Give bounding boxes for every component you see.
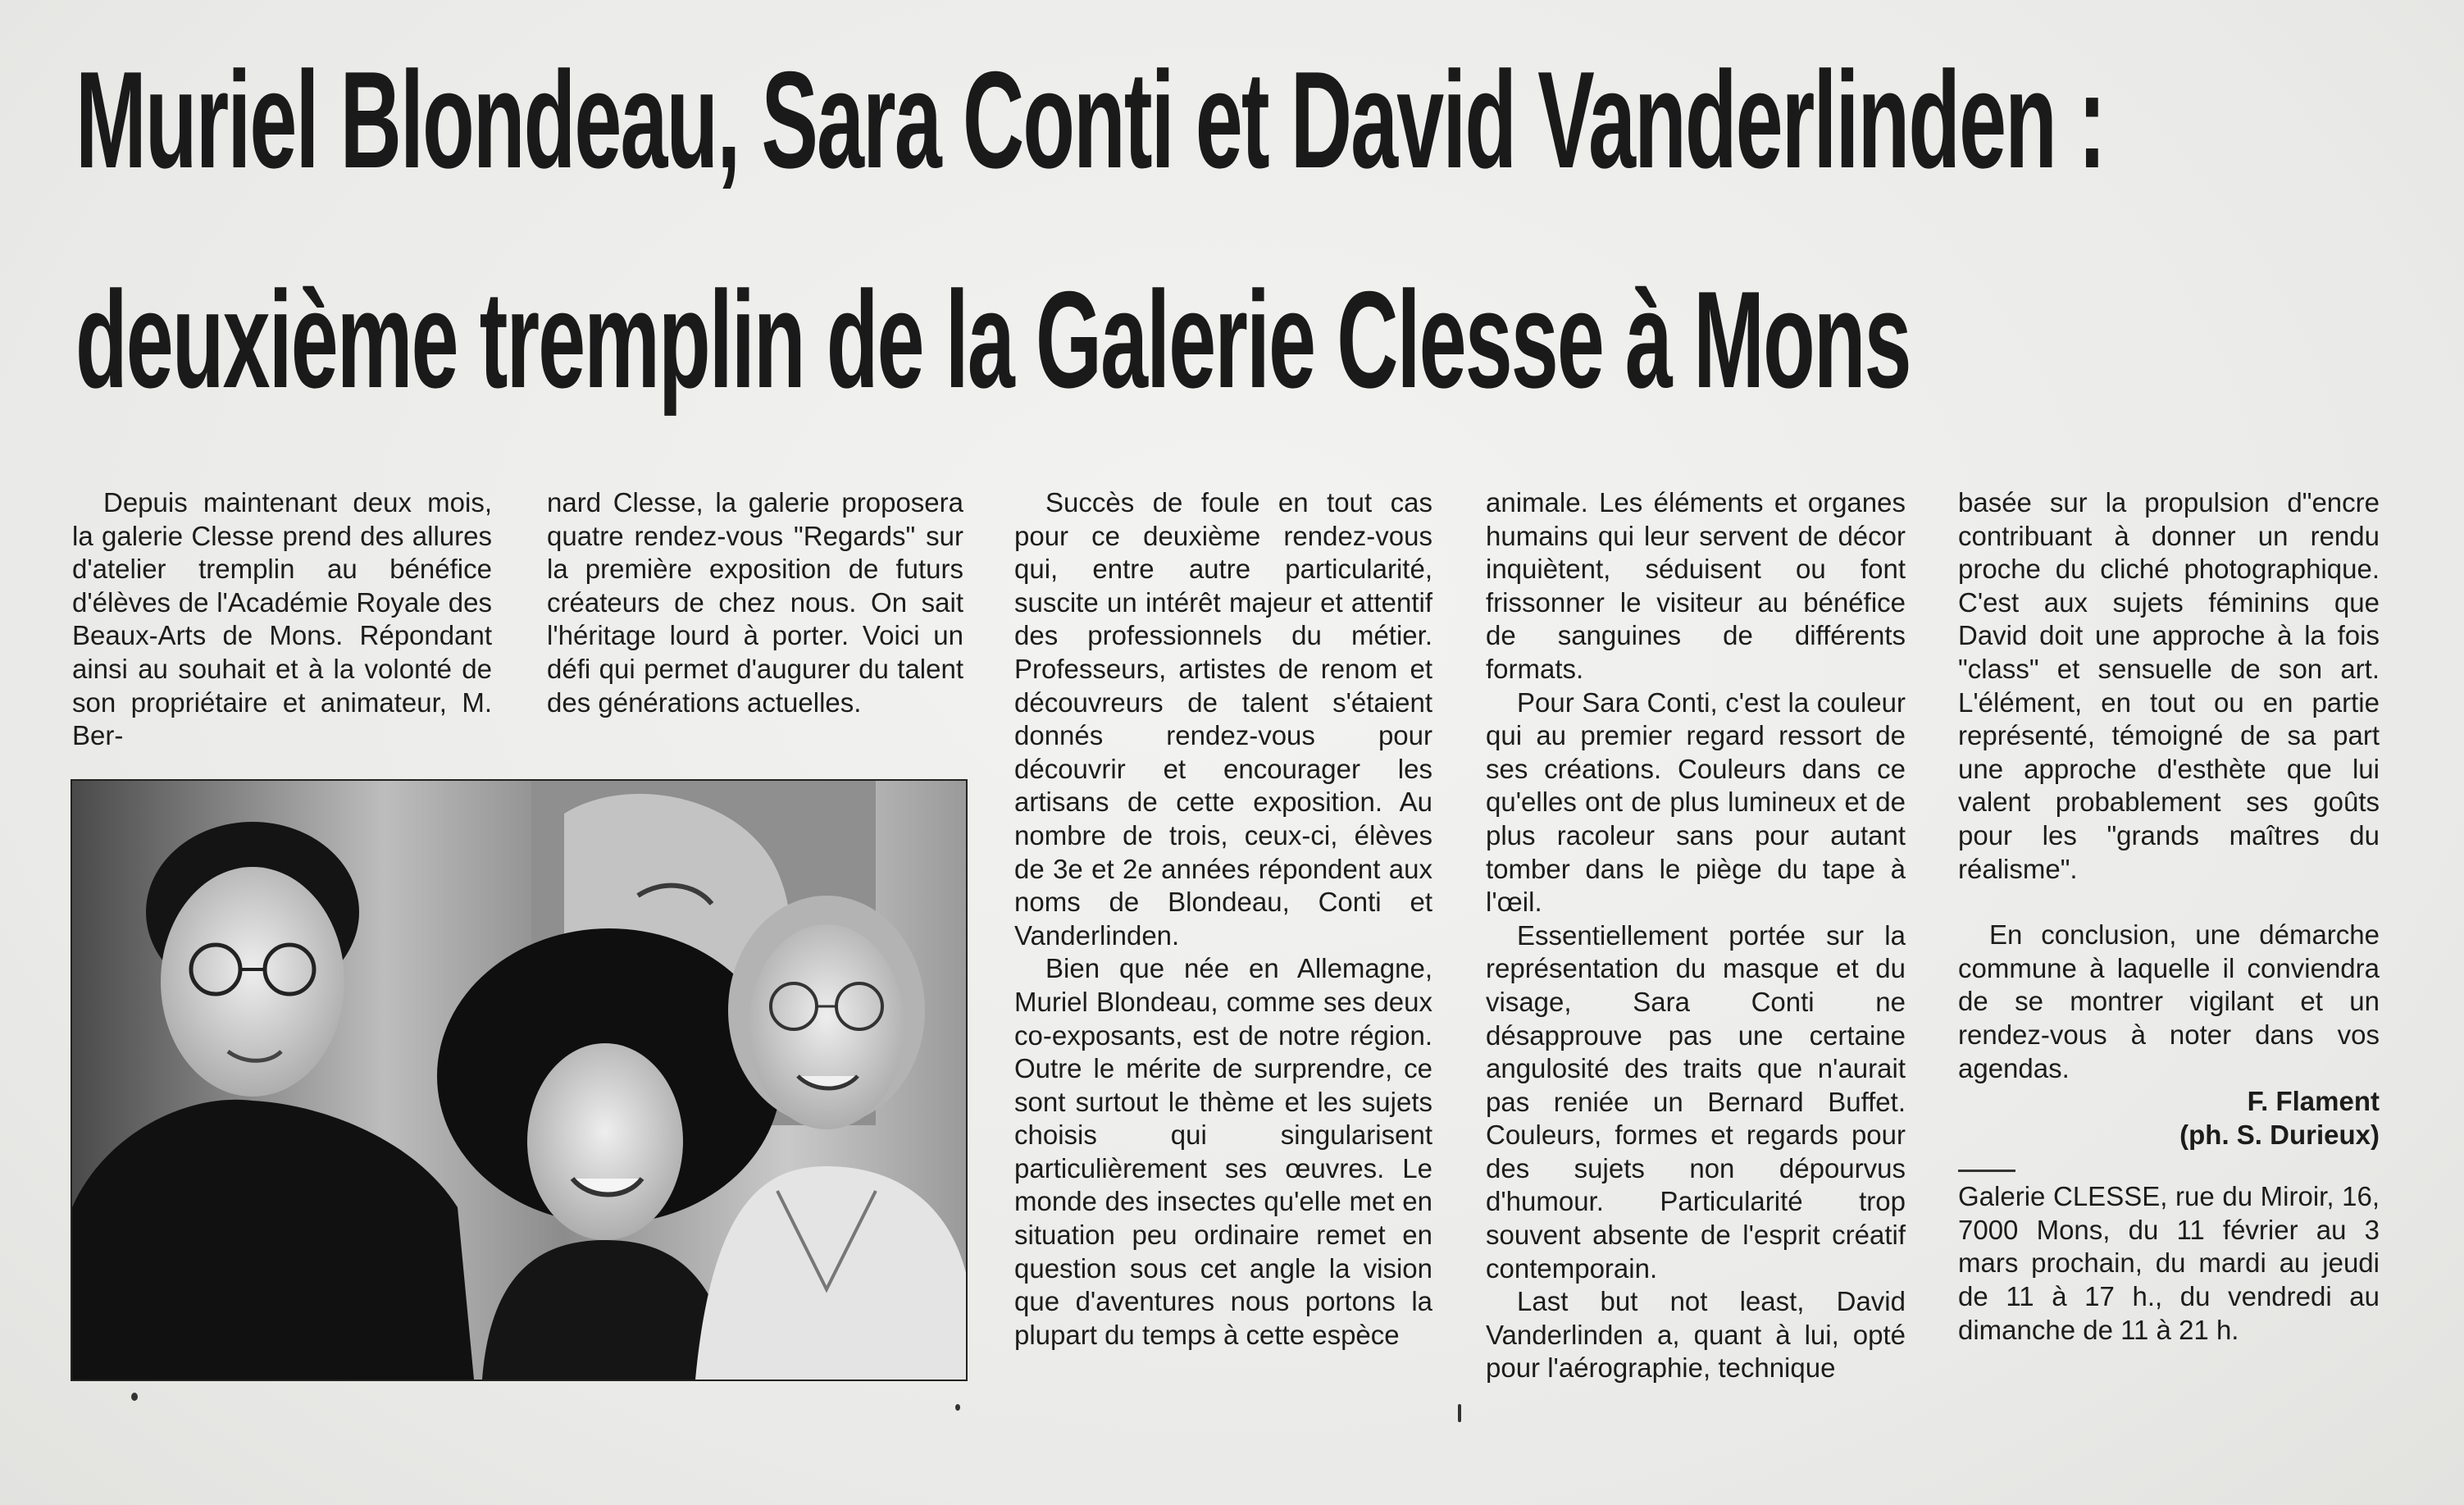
paragraph: Succès de foule en tout cas pour ce deuxième rendez-vous qui, entre autre particularité, suscite un intérêt majeur et attentif des professionnels du métier. Professeurs, artistes de renom et découvreurs de talent s'étaient donnés rendez-vous pour découvrir et encourager les artisans de cette exposition. Au nombre de trois, ceux-ci, élèves de 3e et 2e années répondent aux noms de Blondeau, Conti et Vanderlinden. [1014, 487, 1432, 951]
paragraph: En conclusion, une démarche commune à laquelle il conviendra de se montrer vigilant et un rendez-vous à noter dans vos agendas. [1958, 919, 2380, 1083]
paragraph: nard Clesse, la galerie proposera quatre rendez-vous "Regards" sur la première exposition de futurs créateurs de chez nous. On sait l'héritage lourd à porter. Voici un défi qui permet d'augurer du talent des générations actuelles. [547, 487, 963, 718]
paragraph: Depuis maintenant deux mois, la galerie Clesse prend des allures d'atelier tremplin au bénéfice d'élèves de l'Académie Royale des Beaux-Arts de Mons. Répondant ainsi au souhait et à la volonté de son propriétaire et animateur, M. Ber- [72, 487, 492, 751]
article-column-1 [72, 486, 492, 753]
print-speck [1458, 1404, 1461, 1422]
paragraph: animale. Les éléments et organes humains qui leur servent de décor inquiètent, séduisent ou font frissonner le visiteur au bénéfice de sanguines de différents formats. [1486, 487, 1906, 684]
paragraph: Essentiellement portée sur la représentation du masque et du visage, Sara Conti ne désapprouve pas une certaine angulosité des traits que n'aurait pas reniée un Bernard Buffet. Couleurs, formes et regards pour des sujets non dépourvus d'humour. Particularité trop souvent absente de l'esprit créatif contemporain. [1486, 919, 1906, 1284]
author-byline: F. Flament [2247, 1086, 2380, 1117]
headline-line-1: Muriel Blondeau, Sara Conti et David Vanderlinden : [75, 43, 2105, 197]
paragraph: Pour Sara Conti, c'est la couleur qui au premier regard ressort de ses créations. Couleurs dans ce qu'elles ont de plus lumineux et de plus racoleur sans pour autant tomber dans le piège du tape à l'œil. [1486, 686, 1906, 918]
divider [1958, 1170, 2015, 1172]
print-speck [131, 1393, 138, 1401]
paragraph: Last but not least, David Vanderlinden a, quant à lui, opté pour l'aérographie, technique [1486, 1286, 1906, 1384]
article-column-2 [547, 486, 963, 719]
article-photo [71, 779, 968, 1381]
photo-credit: (ph. S. Durieux) [2179, 1119, 2380, 1150]
article-column-4 [1486, 486, 1906, 1385]
paragraph: Bien que née en Allemagne, Muriel Blondeau, comme ses deux co-exposants, est de notre région. Outre le mérite de surprendre, ce sont surtout le thème et les sujets choisis qui singularisent particulièrement ses œuvres. Le monde des insectes qu'elle met en situation peu ordinaire remet en question sous cet angle la vision que d'aventures nous portons la plupart du temps à cette espèce [1014, 953, 1432, 1350]
article-column-5 [1958, 486, 2380, 1347]
article-column-3 [1014, 486, 1432, 1352]
headline-line-2: deuxième tremplin de la Galerie Clesse à Mons [75, 262, 1911, 417]
photo-three-artists [72, 781, 966, 1380]
print-speck [955, 1404, 960, 1411]
paragraph: basée sur la propulsion d"encre contribuant à donner un rendu proche du cliché photographique. C'est aux sujets féminins que David doit une approche à la fois "class" et sensuelle de son art. L'élément, en tout ou en partie représenté, témoigné de sa part une approche d'esthète que lui valent probablement ses goûts pour les "grands maîtres du réalisme". [1958, 487, 2380, 884]
exhibition-info: Galerie CLESSE, rue du Miroir, 16, 7000 Mons, du 11 février au 3 mars prochain, du mardi au jeudi de 11 à 17 h., du vendredi au dimanche de 11 à 21 h. [1958, 1181, 2380, 1345]
